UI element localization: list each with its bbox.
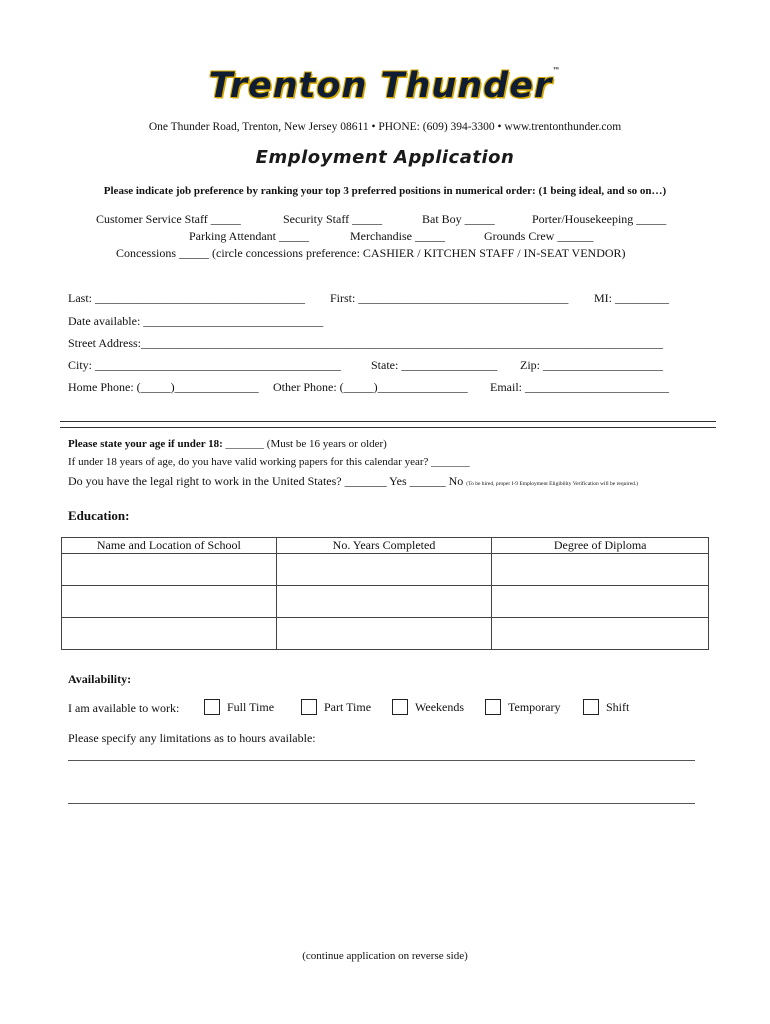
temporary-checkbox[interactable]: [485, 699, 501, 715]
col-degree: Degree of Diploma: [492, 538, 709, 554]
table-cell[interactable]: [492, 618, 709, 650]
availability-lead: I am available to work:: [68, 701, 180, 715]
age-label: Please state your age if under 18:: [68, 438, 223, 450]
divider-top: [60, 421, 716, 422]
home-phone-field[interactable]: Home Phone: (_____)______________: [68, 380, 259, 394]
availability-heading: Availability:: [68, 672, 132, 686]
parttime-checkbox[interactable]: [301, 699, 317, 715]
pref-merchandise[interactable]: Merchandise _____: [350, 229, 445, 243]
other-phone-field[interactable]: Other Phone: (_____)_______________: [273, 380, 468, 394]
preference-instruction: Please indicate job preference by ranking your top 3 preferred positions in numerical order: (1 being ideal, and so on…): [103, 185, 667, 197]
table-cell[interactable]: [276, 618, 492, 650]
pref-porter[interactable]: Porter/Housekeeping _____: [532, 212, 667, 226]
state-field[interactable]: State: ________________: [371, 358, 498, 372]
date-available-field[interactable]: Date available: ______________________________: [68, 314, 324, 328]
pref-concessions[interactable]: Concessions _____ (circle concessions preference: CASHIER / KITCHEN STAFF / IN-SEAT VENDOR): [116, 246, 626, 260]
fulltime-checkbox[interactable]: [204, 699, 220, 715]
table-row: [62, 618, 709, 650]
divider-bottom: [60, 427, 716, 428]
weekends-label: Weekends: [415, 699, 465, 714]
pref-grounds[interactable]: Grounds Crew ______: [484, 229, 594, 243]
pref-security[interactable]: Security Staff _____: [283, 212, 383, 226]
legal-right-text[interactable]: Do you have the legal right to work in the United States? _______ Yes ______ No: [68, 474, 464, 488]
parttime-label: Part Time: [324, 699, 372, 714]
limitations-label: Please specify any limitations as to hours available:: [68, 731, 316, 745]
temporary-label: Temporary: [508, 699, 561, 714]
shift-label: Shift: [606, 699, 630, 714]
middle-initial-field[interactable]: MI: _________: [594, 291, 669, 305]
parttime-option[interactable]: [301, 699, 371, 715]
page-title: Employment Application: [255, 147, 515, 168]
education-heading: Education:: [68, 508, 130, 523]
legal-right-question[interactable]: [68, 474, 638, 489]
fulltime-option[interactable]: [204, 699, 274, 715]
pref-bat-boy[interactable]: Bat Boy _____: [422, 212, 495, 226]
shift-option[interactable]: [583, 699, 629, 715]
limitations-line-1[interactable]: [68, 760, 695, 761]
table-cell[interactable]: [492, 554, 709, 586]
last-name-field[interactable]: Last: ___________________________________: [68, 291, 305, 305]
city-field[interactable]: City: _________________________________________: [68, 358, 342, 372]
limitations-line-2[interactable]: [68, 803, 695, 804]
zip-field[interactable]: Zip: ____________________: [520, 358, 663, 372]
table-row: [62, 554, 709, 586]
temporary-option[interactable]: [485, 699, 560, 715]
pref-parking[interactable]: Parking Attendant _____: [189, 229, 309, 243]
logo-text: Trenton Thunder: [208, 66, 553, 106]
col-years: No. Years Completed: [276, 538, 492, 554]
col-school: Name and Location of School: [62, 538, 277, 554]
age-blank[interactable]: _______ (Must be 16 years or older): [222, 438, 387, 450]
fulltime-label: Full Time: [227, 699, 275, 714]
weekends-option[interactable]: [392, 699, 464, 715]
trenton-thunder-logo: [0, 66, 770, 106]
address-line: One Thunder Road, Trenton, New Jersey 08611 • PHONE: (609) 394-3300 • www.trentonthunder.com: [148, 121, 622, 133]
table-row: [62, 586, 709, 618]
education-header-row: [62, 538, 709, 554]
table-cell[interactable]: [276, 586, 492, 618]
education-table: [61, 537, 709, 650]
table-cell[interactable]: [62, 586, 277, 618]
working-papers-question[interactable]: If under 18 years of age, do you have valid working papers for this calendar year? _______: [68, 456, 470, 468]
age-question[interactable]: [68, 438, 387, 450]
table-cell[interactable]: [276, 554, 492, 586]
table-cell[interactable]: [62, 618, 277, 650]
street-address-field[interactable]: Street Address:_______________________________________________________________________________________: [68, 336, 663, 350]
shift-checkbox[interactable]: [583, 699, 599, 715]
logo-trademark: ™: [552, 66, 562, 75]
email-field[interactable]: Email: ________________________: [490, 380, 669, 394]
i9-note: (To be hired, proper I-9 Employment Eligibility Verification will be required.): [466, 481, 639, 487]
first-name-field[interactable]: First: ___________________________________: [330, 291, 569, 305]
weekends-checkbox[interactable]: [392, 699, 408, 715]
continue-note: (continue application on reverse side): [302, 950, 468, 962]
table-cell[interactable]: [62, 554, 277, 586]
table-cell[interactable]: [492, 586, 709, 618]
pref-customer-service[interactable]: Customer Service Staff _____: [96, 212, 241, 226]
